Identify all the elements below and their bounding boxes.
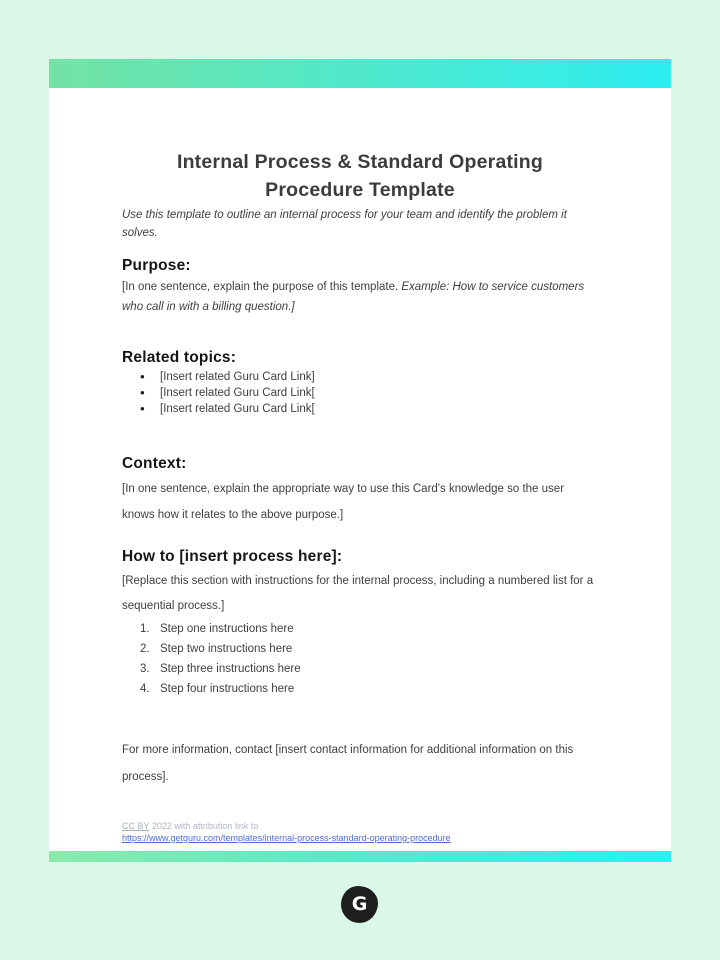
related-topics-list [122,369,598,417]
cc-by-link[interactable]: CC BY [122,821,150,831]
document-title-line1: Internal Process & Standard Operating [176,151,544,173]
cc-by-text: 2022 with attribution link to [149,821,259,831]
step-text: Step three instructions here [160,663,301,675]
step-number: 1. [140,623,150,635]
cc-by-line [122,821,258,831]
step-number: 4. [140,683,150,695]
related-topic-item [140,385,598,401]
bullet-icon: ● [140,404,145,413]
purpose-body-example: Example: How to service customers who call in with a billing question.] [122,281,585,313]
step-text: Step four instructions here [160,683,295,695]
related-topic-text: [Insert related Guru Card Link[ [160,387,315,399]
step-number: 2. [140,643,150,655]
purpose-body [122,277,598,317]
related-topic-item [140,401,598,417]
bottom-accent-bar [49,851,671,862]
step-text: Step one instructions here [160,623,294,635]
howto-body: [Replace this section with instructions for the internal process, including a numbered list for a sequential process.] [122,575,594,612]
attribution-footer [122,820,598,844]
howto-heading: How to [insert process here]: [122,548,343,565]
intro-paragraph: Use this template to outline an internal process for your team and identify the problem it solves. [122,209,567,239]
purpose-body-regular: [In one sentence, explain the purpose of this template. [122,281,402,293]
related-topic-text: [Insert related Guru Card Link[ [160,403,315,415]
document-title [122,148,598,204]
step-item [140,619,598,639]
step-item [140,639,598,659]
template-url-link[interactable]: https://www.getguru.com/templates/internal-process-standard-operating-procedure [122,833,451,843]
related-topic-text: [Insert related Guru Card Link] [160,371,315,383]
guru-logo-letter: G [351,892,368,915]
step-item [140,679,598,699]
step-number: 3. [140,663,150,675]
guru-logo [341,886,378,923]
context-heading: Context: [122,455,187,472]
related-topics-heading: Related topics: [122,349,237,366]
top-accent-bar [49,59,671,88]
step-text: Step two instructions here [160,643,293,655]
bullet-icon: ● [140,388,145,397]
related-topic-item [140,369,598,385]
purpose-heading: Purpose: [122,257,191,274]
step-item [140,659,598,679]
document-sheet [49,59,671,862]
bullet-icon: ● [140,372,145,381]
document-body [49,88,671,851]
howto-steps-list [122,619,598,699]
context-body: [In one sentence, explain the appropriate way to use this Card's knowledge so the user knows how it relates to the above purpose.] [122,483,565,521]
contact-paragraph: For more information, contact [insert contact information for additional information on this process]. [122,744,574,783]
document-title-line2: Procedure Template [265,179,455,201]
